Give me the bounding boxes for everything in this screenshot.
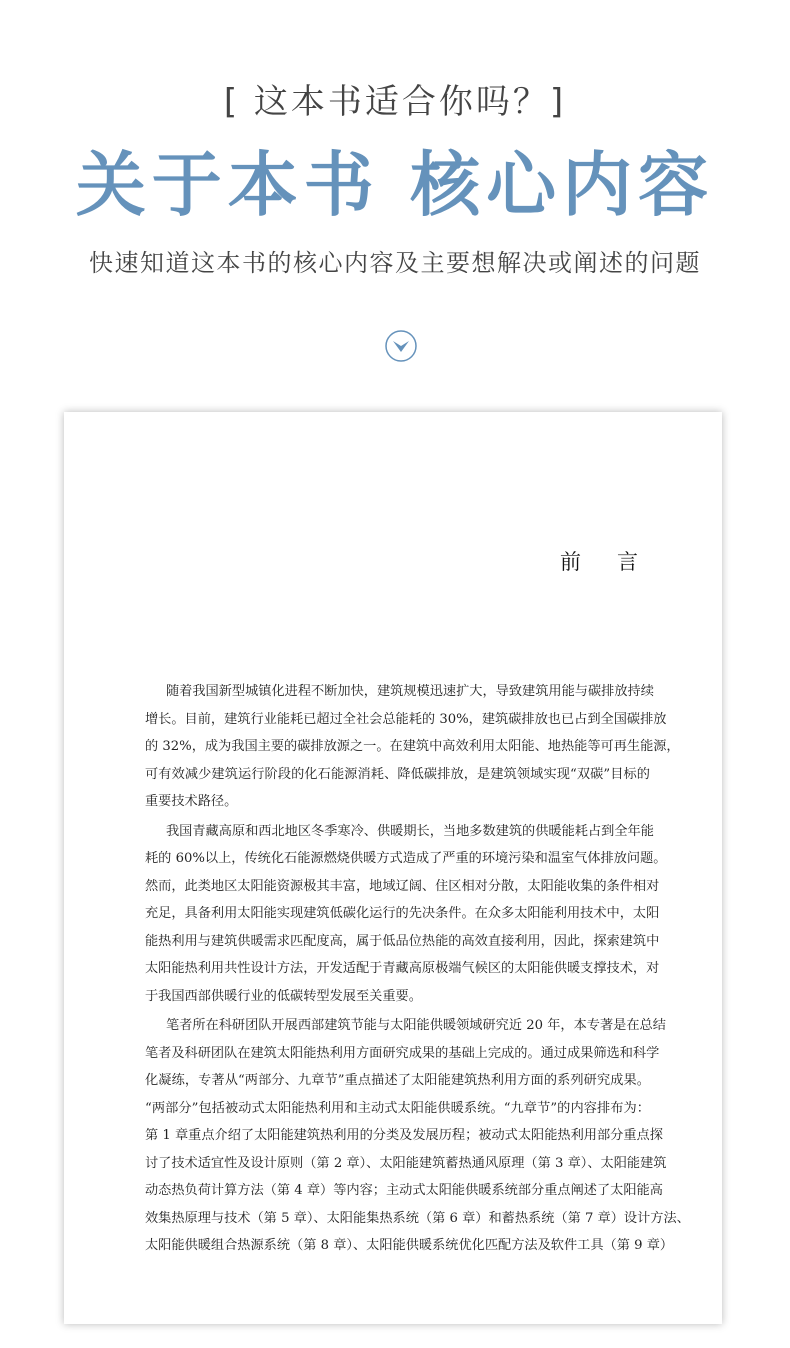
chevron-down-circle-icon	[385, 330, 417, 362]
text-line: 重要技术路径。	[145, 794, 238, 809]
text-line: 动态热负荷计算方法（第 4 章）等内容；主动式太阳能供暖系统部分重点阐述了太阳能高	[145, 1183, 663, 1198]
text-line: 讨了技术适宜性及设计原则（第 2 章）、太阳能建筑蓄热通风原理（第 3 章）、太阳能建筑	[145, 1155, 667, 1171]
text-line: 我国青藏高原和西北地区冬季寒冷、供暖期长，当地多数建筑的供暖能耗占到全年能	[166, 823, 654, 839]
text-line: 效集热原理与技术（第 5 章）、太阳能集热系统（第 6 章）和蓄热系统（第 7 章）设计方法、	[145, 1210, 690, 1226]
text-line: 第 1 章重点介绍了太阳能建筑热利用的分类及发展历程；被动式太阳能热利用部分重点探	[145, 1128, 663, 1143]
paragraph	[145, 1012, 690, 1260]
text-line: 随着我国新型城镇化进程不断加快，建筑规模迅速扩大，导致建筑用能与碳排放持续	[166, 684, 654, 699]
text-line: 能热利用与建筑供暖需求匹配度高，属于低品位热能的高效直接利用，因此，探索建筑中	[145, 933, 660, 949]
page-body	[145, 678, 690, 1262]
paragraph	[145, 818, 667, 1011]
section-tagline: [ 这本书适合你吗？]	[223, 82, 567, 122]
text-line: 太阳能供暖组合热源系统（第 8 章）、太阳能供暖系统优化匹配方法及软件工具（第 9 章）	[145, 1238, 674, 1253]
text-line: 的 32%，成为我国主要的碳排放源之一。在建筑中高效利用太阳能、地热能等可再生能源，	[145, 739, 680, 754]
text-line: 笔者及科研团队在建筑太阳能热利用方面研究成果的基础上完成的。通过成果筛选和科学	[145, 1045, 660, 1061]
text-line: 可有效减少建筑运行阶段的化石能源消耗、降低碳排放，是建筑领域实现“双碳”目标的	[145, 766, 650, 782]
text-line: 于我国西部供暖行业的低碳转型发展至关重要。	[145, 988, 422, 1004]
paragraph	[145, 678, 680, 816]
text-line: 太阳能热利用共性设计方法，开发适配于青藏高原极端气候区的太阳能供暖支撑技术，对	[145, 961, 660, 976]
page-heading: 前言	[560, 550, 674, 574]
text-line: 然而，此类地区太阳能资源极其丰富，地域辽阔、住区相对分散，太阳能收集的条件相对	[145, 878, 660, 894]
text-line: “两部分”包括被动式太阳能热利用和主动式太阳能供暖系统。“九章节”的内容排布为：	[145, 1100, 650, 1116]
text-line: 增长。目前，建筑行业能耗已超过全社会总能耗的 30%，建筑碳排放也已占到全国碳排放	[145, 711, 667, 727]
section-subtitle: 快速知道这本书的核心内容及主要想解决或阐述的问题	[89, 249, 701, 277]
section-title: 关于本书 核心内容	[75, 143, 715, 226]
book-page	[64, 412, 722, 1324]
text-line: 耗的 60%以上，传统化石能源燃烧供暖方式造成了严重的环境污染和温室气体排放问题。	[145, 851, 667, 866]
text-line: 化凝练，专著从“两部分、九章节”重点描述了太阳能建筑热利用方面的系列研究成果。	[145, 1073, 650, 1088]
text-line: 充足，具备利用太阳能实现建筑低碳化运行的先决条件。在众多太阳能利用技术中，太阳	[145, 906, 660, 921]
text-line: 笔者所在科研团队开展西部建筑节能与太阳能供暖领域研究近 20 年，本专著是在总结	[166, 1018, 666, 1033]
